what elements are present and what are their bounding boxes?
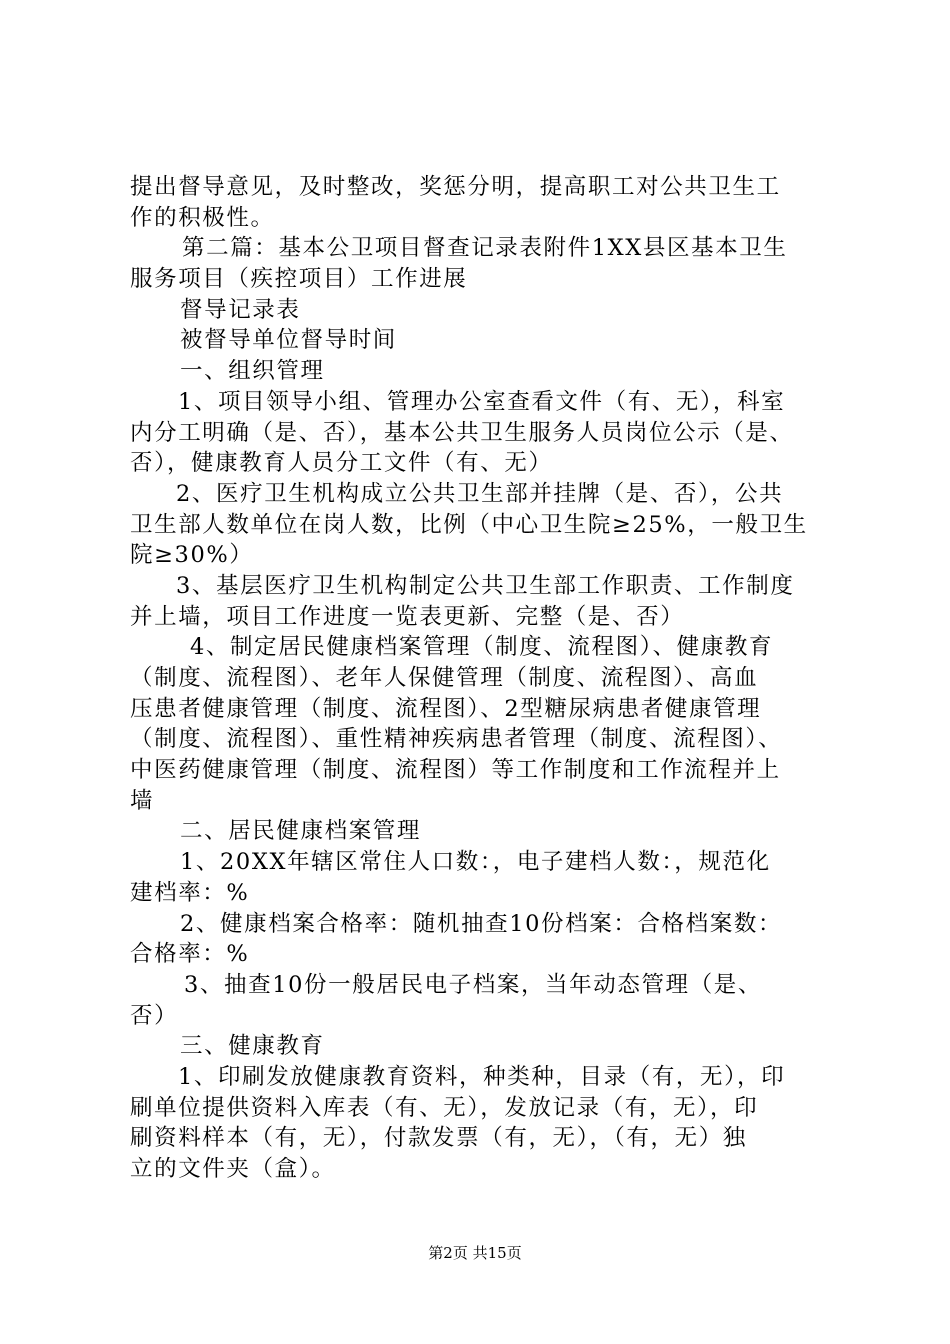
text-line: 并上墙，项目工作进度一览表更新、完整（是、否）	[130, 603, 685, 630]
text-line: 院≥30%）	[130, 542, 254, 569]
text-line: 3、抽查10份一般居民电子档案，当年动态管理（是、	[184, 971, 762, 998]
text-line: 1、印刷发放健康教育资料，种类种，目录（有，无），印	[178, 1063, 786, 1090]
text-line: 立的文件夹（盒）。	[130, 1156, 336, 1182]
text-line: 1、20XX年辖区常住人口数：，电子建档人数：，规范化	[180, 849, 771, 876]
text-line: 第二篇：基本公卫项目督查记录表附件1XX县区基本卫生	[182, 235, 788, 262]
text-line: 三、健康教育	[180, 1033, 325, 1060]
text-line: 内分工明确（是、否），基本公共卫生服务人员岗位公示（是、	[130, 419, 794, 446]
text-line: 服务项目（疾控项目）工作进展	[130, 266, 468, 293]
text-line: 否）	[130, 1002, 179, 1029]
text-line: 一、组织管理	[180, 358, 325, 385]
text-line: 作的积极性。	[130, 204, 275, 231]
document-body	[130, 172, 830, 1185]
text-line: 刷资料样本（有，无），付款发票（有，无），（有，无）独	[130, 1125, 747, 1152]
text-line: 压患者健康管理（制度、流程图）、2型糖尿病患者健康管理	[130, 695, 762, 722]
text-line: 提出督导意见，及时整改，奖惩分明，提高职工对公共卫生工	[130, 174, 781, 200]
text-line: 卫生部人数单位在岗人数，比例（中心卫生院≥25%，一般卫生	[130, 511, 808, 538]
text-line: 中医药健康管理（制度、流程图）等工作制度和工作流程并上	[130, 757, 781, 784]
text-line: （制度、流程图）、老年人保健管理（制度、流程图）、高血	[130, 665, 759, 691]
text-line: 1、项目领导小组、管理办公室查看文件（有、无），科室	[178, 388, 786, 415]
text-line: 刷单位提供资料入库表（有、无），发放记录（有，无），印	[130, 1094, 759, 1121]
text-line: 墙	[130, 787, 155, 814]
text-line: 2、医疗卫生机构成立公共卫生部并挂牌（是、否），公共	[176, 480, 784, 507]
text-line: 2、健康档案合格率：随机抽查10份档案：合格档案数：	[180, 910, 783, 937]
text-line: 被督导单位督导时间	[180, 327, 397, 354]
text-line: 3、基层医疗卫生机构制定公共卫生部工作职责、工作制度	[176, 572, 795, 599]
text-line: 二、居民健康档案管理	[180, 818, 422, 845]
page-footer: 第2页 共15页	[428, 1244, 522, 1262]
text-line: 督导记录表	[180, 296, 301, 323]
text-line: 否），健康教育人员分工文件（有、无）	[130, 450, 553, 477]
text-line: （制度、流程图）、重性精神疾病患者管理（制度、流程图）、	[130, 726, 783, 753]
text-line: 建档率：%	[130, 879, 250, 906]
text-line: 4、制定居民健康档案管理（制度、流程图）、健康教育	[190, 634, 774, 661]
text-line: 合格率：%	[130, 941, 250, 968]
